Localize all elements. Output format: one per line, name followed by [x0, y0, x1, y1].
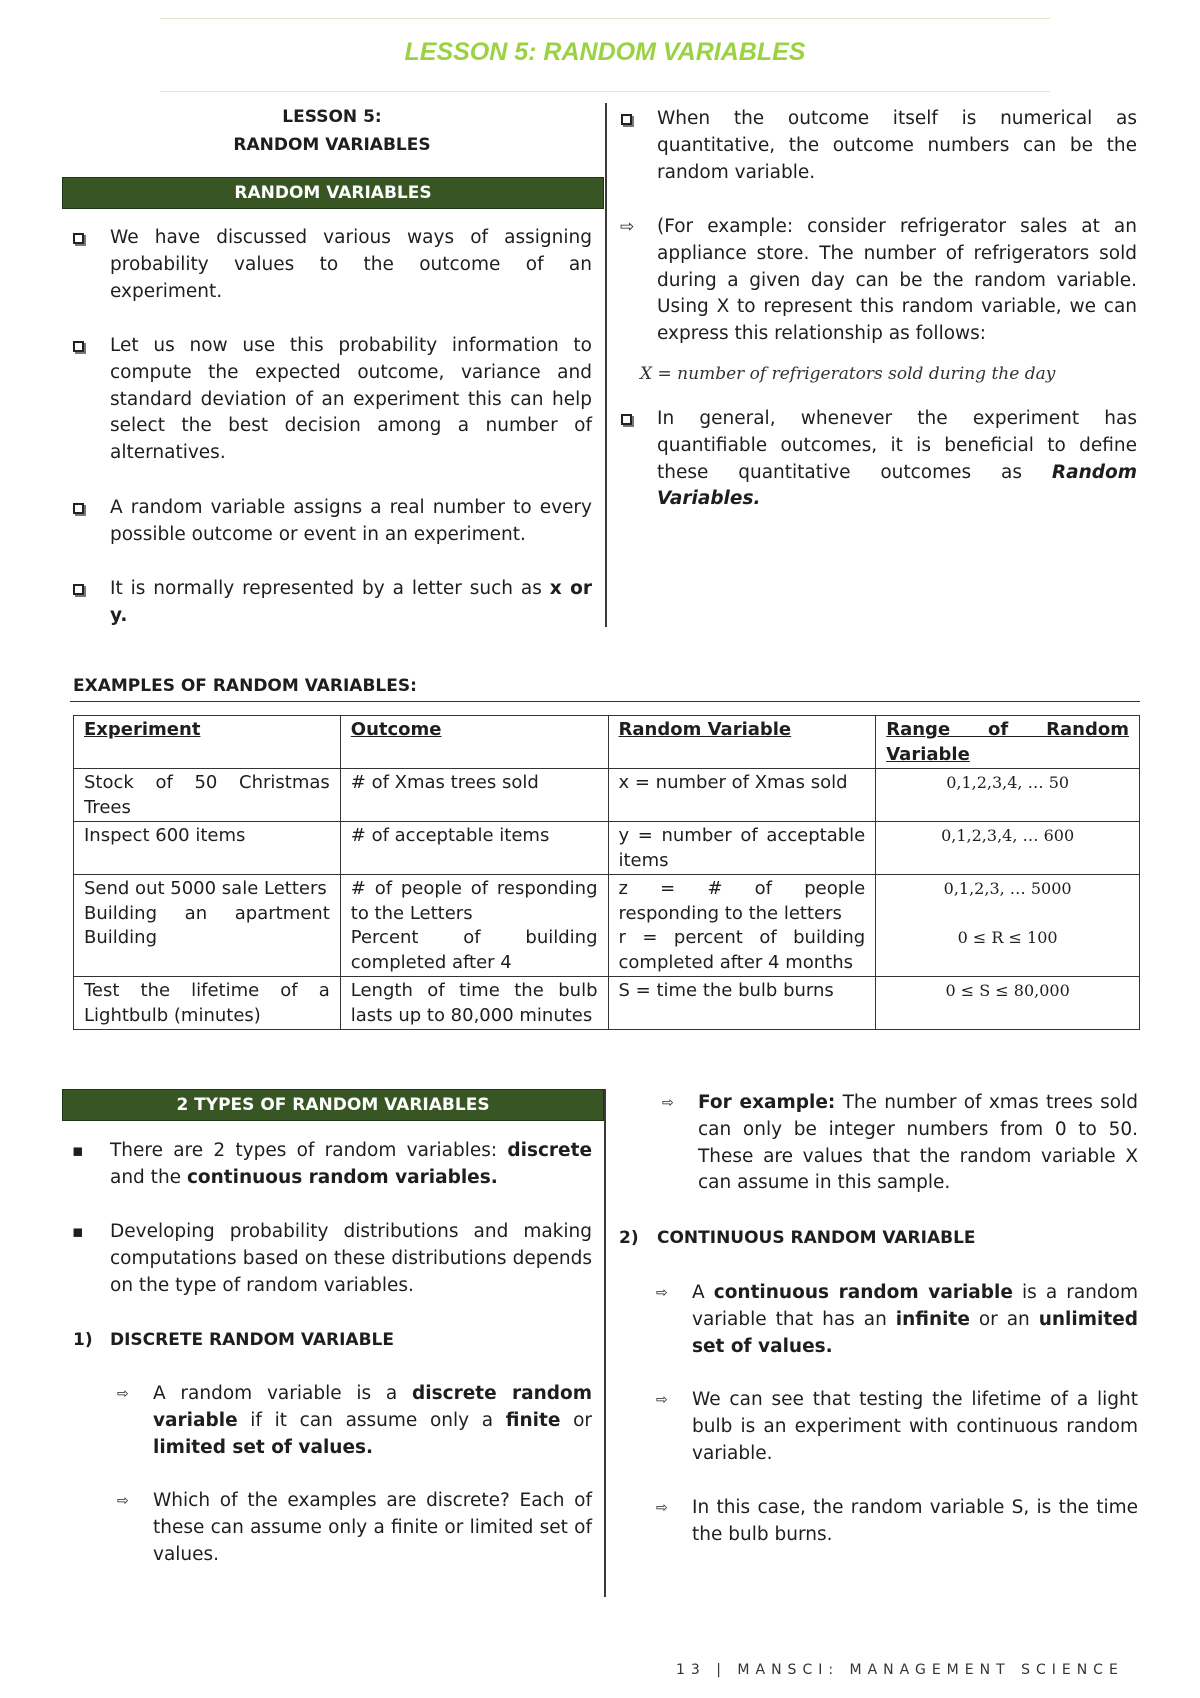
header-range: Range of Random Variable [876, 716, 1140, 769]
refrigerator-example [657, 214, 1137, 348]
discrete-examples [153, 1488, 592, 1568]
cell-line: Percent of building completed after 4 [350, 927, 598, 973]
table-cell: Length of time the bulb lasts up to 80,000 minutes [340, 977, 608, 1030]
continuous-time [692, 1495, 1138, 1549]
header-random-variable: Random Variable [608, 716, 876, 769]
lesson-heading-line1: LESSON 5: [282, 107, 382, 127]
table-cell [74, 875, 341, 977]
bullet-text: We have discussed various ways of assigning probability values to the outcome of an experiment. [110, 227, 592, 302]
table-cell [876, 875, 1140, 977]
bullet-bold-text: discrete random variable [153, 1383, 592, 1431]
arrow-bullet-icon: ⇨ [656, 1392, 668, 1408]
table-cell: S = time the bulb burns [608, 977, 876, 1030]
continuous-lightbulb [692, 1387, 1138, 1467]
square-bullet-icon: ▪ [72, 1222, 84, 1242]
bullet-text: In general, whenever the experiment has quantifiable outcomes, it is beneficial to define these quantitative outcomes as [657, 408, 1137, 483]
bullet-text: or an [969, 1308, 1039, 1330]
cell-line: z = # of people responding to the letters [618, 878, 866, 924]
bullet-real-number [110, 495, 592, 549]
bullet-text: Which of the examples are discrete? Each of these can assume only a finite or limited set of values. [153, 1490, 592, 1565]
column-divider-bottom [604, 1089, 606, 1597]
bullet-assigning-probability [110, 225, 592, 305]
table-cell [608, 875, 876, 977]
table-cell: 0,1,2,3,4, … 600 [876, 822, 1140, 875]
bullet-text: if it can assume only a [237, 1409, 506, 1431]
cell-line: 0 ≤ R ≤ 100 [957, 927, 1058, 947]
bullet-bold-text: continuous random variables. [186, 1166, 498, 1188]
table-cell [340, 875, 608, 977]
examples-table [73, 715, 1140, 1030]
xmas-example [698, 1090, 1138, 1197]
lesson-heading [62, 103, 602, 159]
continuous-number: 2) [619, 1228, 639, 1248]
arrow-bullet-icon: ⇨ [117, 1386, 129, 1402]
header-experiment: Experiment [74, 716, 341, 769]
table-cell: x = number of Xmas sold [608, 769, 876, 822]
table-row [74, 875, 1140, 977]
bullet-bold-text: unlimited set of values. [692, 1308, 1138, 1357]
checkbox-bullet-icon [73, 495, 84, 521]
bullet-bold-text: limited set of values. [153, 1436, 374, 1458]
bullet-text: and the [110, 1166, 187, 1188]
bullet-numerical-outcome [657, 106, 1137, 186]
table-row [74, 977, 1140, 1030]
example-label: For example: [698, 1092, 836, 1113]
cell-line: Send out 5000 sale Letters [84, 878, 327, 899]
arrow-bullet-icon: ⇨ [117, 1493, 129, 1509]
bullet-bold-text: discrete [507, 1140, 592, 1161]
arrow-bullet-icon: ⇨ [656, 1500, 668, 1516]
column-divider-top [605, 103, 607, 627]
table-cell: Inspect 600 items [74, 822, 341, 875]
discrete-number: 1) [73, 1330, 93, 1350]
bullet-quantifiable [657, 406, 1137, 513]
bullet-text: Developing probability distributions and making computations based on these distributions depends on the type of random variables. [110, 1221, 592, 1296]
discrete-heading: DISCRETE RANDOM VARIABLE [110, 1330, 394, 1350]
square-bullet-icon: ▪ [72, 1141, 84, 1161]
bullet-bold-text: continuous random variable [713, 1282, 1013, 1303]
bullet-text: A random variable is a [153, 1383, 413, 1404]
table-cell: y = number of acceptable items [608, 822, 876, 875]
formula [640, 364, 1055, 384]
formula-lhs: X = [640, 364, 672, 384]
cell-line: Building an apartment Building [84, 902, 330, 948]
examples-heading-rule [70, 701, 1140, 702]
cell-line: 0,1,2,3, … 5000 [943, 879, 1072, 898]
examples-heading: EXAMPLES OF RANDOM VARIABLES: [73, 676, 417, 696]
bullet-expected-outcome [110, 333, 592, 467]
checkbox-bullet-icon [621, 406, 632, 432]
table-cell: 0,1,2,3,4, … 50 [876, 769, 1140, 822]
bullet-text: In this case, the random variable S, is the time the bulb burns. [692, 1497, 1138, 1545]
arrow-bullet-icon: ⇨ [656, 1285, 668, 1301]
bullet-text: It is normally represented by a letter such as [110, 578, 550, 599]
bullet-bold-text: Random Variables. [657, 461, 1137, 510]
bullet-text: A [692, 1282, 714, 1303]
bullet-distributions [110, 1219, 592, 1299]
table-row [74, 769, 1140, 822]
table-cell: Stock of 50 Christmas Trees [74, 769, 341, 822]
bullet-letter [110, 576, 592, 630]
checkbox-bullet-icon [621, 106, 632, 132]
lesson-heading-line2: RANDOM VARIABLES [233, 135, 431, 155]
band-types-of-random-variables: 2 TYPES OF RANDOM VARIABLES [62, 1089, 604, 1121]
checkbox-bullet-icon [73, 333, 84, 359]
checkbox-bullet-icon [73, 576, 84, 602]
table-cell: # of acceptable items [340, 822, 608, 875]
bullet-text: A random variable assigns a real number to every possible outcome or event in an experiment. [110, 497, 592, 545]
discrete-definition [153, 1381, 592, 1461]
table-cell: 0 ≤ S ≤ 80,000 [876, 977, 1140, 1030]
bullet-bold-text: x or y. [110, 578, 592, 626]
page-footer: 13 | MANSCI: MANAGEMENT SCIENCE [676, 1662, 1124, 1678]
table-cell: # of Xmas trees sold [340, 769, 608, 822]
bullet-two-types [110, 1138, 592, 1192]
page-title: LESSON 5: RANDOM VARIABLES [404, 38, 806, 66]
table-header-row [74, 716, 1140, 769]
bullet-bold-text: finite [505, 1409, 561, 1431]
checkbox-bullet-icon [73, 225, 84, 251]
table-row [74, 822, 1140, 875]
bullet-bold-text: infinite [895, 1308, 970, 1330]
formula-rhs: number of refrigerators sold during the day [677, 364, 1056, 384]
bullet-text: When the outcome itself is numerical as quantitative, the outcome numbers can be the random variable. [657, 108, 1137, 183]
bullet-text: or [560, 1409, 592, 1431]
header-rule-bottom [160, 91, 1050, 92]
continuous-heading: CONTINUOUS RANDOM VARIABLE [657, 1228, 976, 1248]
header-outcome: Outcome [340, 716, 608, 769]
arrow-bullet-icon: ⇨ [662, 1095, 674, 1111]
arrow-bullet-icon: ⇨ [620, 217, 635, 237]
bullet-text: Let us now use this probability information to compute the expected outcome, variance and standard deviation of an experiment this can help select the best decision among a number of alternatives. [110, 335, 592, 464]
bullet-text: There are 2 types of random variables: [110, 1140, 508, 1161]
example-text: (For example: consider refrigerator sales at an appliance store. The number of refrigerators sold during a given day can be the random variable. Using X to represent this random variable, we can express this relationship as follows: [657, 216, 1137, 345]
table-cell: Test the lifetime of a Lightbulb (minutes) [74, 977, 341, 1030]
header-rule-top [160, 18, 1050, 19]
cell-line: r = percent of building completed after 4 months [618, 927, 866, 973]
band-random-variables: RANDOM VARIABLES [62, 177, 604, 209]
bullet-text: We can see that testing the lifetime of a light bulb is an experiment with continuous random variable. [692, 1389, 1138, 1464]
continuous-definition [692, 1280, 1138, 1360]
bullet-text: is a random variable that has an [692, 1282, 1138, 1330]
cell-line: # of people of responding to the Letters [350, 878, 598, 924]
example-text: The number of xmas trees sold can only be integer numbers from 0 to 50. These are values that the random variable X can assume in this sample. [698, 1092, 1138, 1194]
